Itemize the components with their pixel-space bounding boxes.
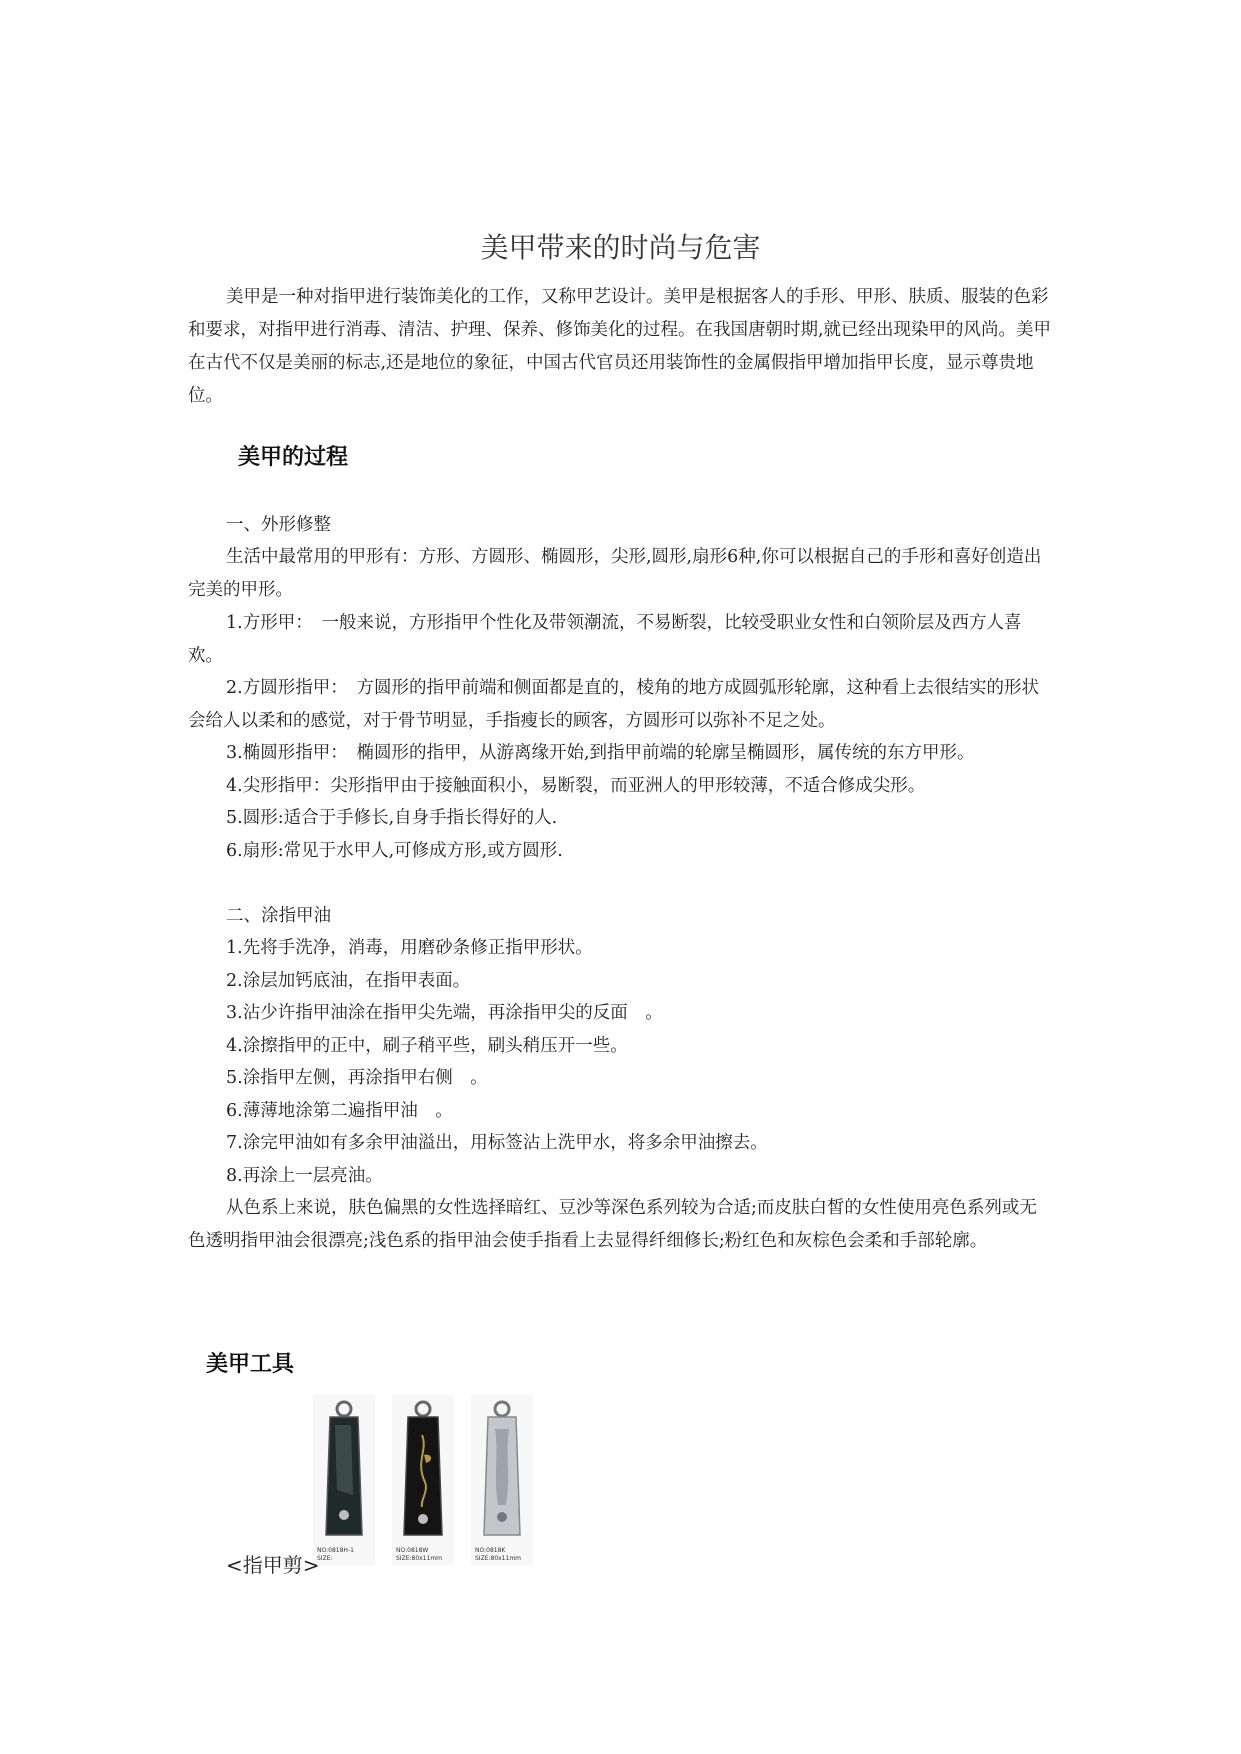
nail-clipper-image-3 — [471, 1395, 533, 1565]
shape-intro-paragraph: 生活中最常用的甲形有：方形、方圆形、椭圆形，尖形,圆形,扇形6种,你可以根据自己的手形和喜好创造出完美的甲形。 — [188, 547, 1042, 600]
polish-step-8: 8.再涂上一层亮油。 — [226, 1166, 383, 1186]
shape-item-pointed: 4.尖形指甲：尖形指甲由于接触面积小，易断裂，而亚洲人的甲形较薄，不适合修成尖形。 — [226, 776, 926, 796]
nail-clipper-caption: <指甲剪> — [226, 1553, 320, 1577]
polish-step-4: 4.涂擦指甲的正中，刷子稍平些，刷头稍压开一些。 — [226, 1036, 628, 1056]
section-heading-process: 美甲的过程 — [238, 445, 349, 470]
polish-step-2: 2.涂层加钙底油，在指甲表面。 — [226, 971, 471, 991]
shape-item-square: 1.方形甲： 一般来说，方形指甲个性化及带领潮流，不易断裂，比较受职业女性和白领阶层及西方人喜欢。 — [188, 613, 1022, 666]
clipper-1-label-size: SIZE: — [317, 1555, 333, 1562]
nail-clipper-image-1 — [313, 1395, 375, 1565]
clipper-2-label-no: NO:0818W — [396, 1547, 429, 1554]
clipper-1-label-no: NO:0818H-1 — [317, 1547, 354, 1554]
subheading-shape-trim: 一、外形修整 — [226, 515, 331, 535]
document-title: 美甲带来的时尚与危害 — [480, 231, 761, 264]
color-advice-paragraph: 从色系上来说，肤色偏黑的女性选择暗红、豆沙等深色系列较为合适;而皮肤白皙的女性使用亮色系列或无色透明指甲油会很漂亮;浅色系的指甲油会使手指看上去显得纤细修长;粉红色和灰棕色会柔和手部轮廓。 — [188, 1198, 1037, 1251]
polish-step-5: 5.涂指甲左侧，再涂指甲右侧 。 — [226, 1068, 488, 1088]
clipper-3-label-size: SIZE:80x11mm — [475, 1555, 522, 1562]
clipper-2-label-size: SIZE:80x11mm — [396, 1555, 443, 1562]
polish-step-3: 3.沾少许指甲油涂在指甲尖先端，再涂指甲尖的反面 。 — [226, 1003, 663, 1023]
shape-item-round: 5.圆形:适合于手修长,自身手指长得好的人. — [226, 808, 558, 828]
subheading-polish: 二、涂指甲油 — [226, 906, 331, 926]
polish-step-7: 7.涂完甲油如有多余甲油溢出，用标签沾上洗甲水，将多余甲油擦去。 — [226, 1133, 768, 1153]
shape-item-square-round: 2.方圆形指甲： 方圆形的指甲前端和侧面都是直的，棱角的地方成圆弧形轮廓，这种看上去很结实的形状会给人以柔和的感觉，对于骨节明显，手指瘦长的顾客，方圆形可以弥补不足之处。 — [188, 678, 1039, 731]
shape-item-fan: 6.扇形:常见于水甲人,可修成方形,或方圆形. — [226, 841, 563, 861]
shape-item-oval: 3.椭圆形指甲： 椭圆形的指甲，从游离缘开始,到指甲前端的轮廓呈椭圆形，属传统的东方甲形。 — [226, 743, 975, 763]
nail-clipper-image-2 — [392, 1395, 454, 1565]
polish-step-6: 6.薄薄地涂第二遍指甲油 。 — [226, 1101, 453, 1121]
intro-paragraph: 美甲是一种对指甲进行装饰美化的工作，又称甲艺设计。美甲是根据客人的手形、甲形、肤质、服装的色彩和要求，对指甲进行消毒、清洁、护理、保养、修饰美化的过程。在我国唐朝时期,就已经出现染甲的风尚。美甲在古代不仅是美丽的标志,还是地位的象征，中国古代官员还用装饰性的金属假指甲增加指甲长度，显示尊贵地位。 — [188, 287, 1052, 406]
clipper-3-label-no: NO:0818K — [475, 1547, 506, 1554]
polish-step-1: 1.先将手洗净，消毒，用磨砂条修正指甲形状。 — [226, 938, 593, 958]
section-heading-tools: 美甲工具 — [206, 1352, 295, 1377]
